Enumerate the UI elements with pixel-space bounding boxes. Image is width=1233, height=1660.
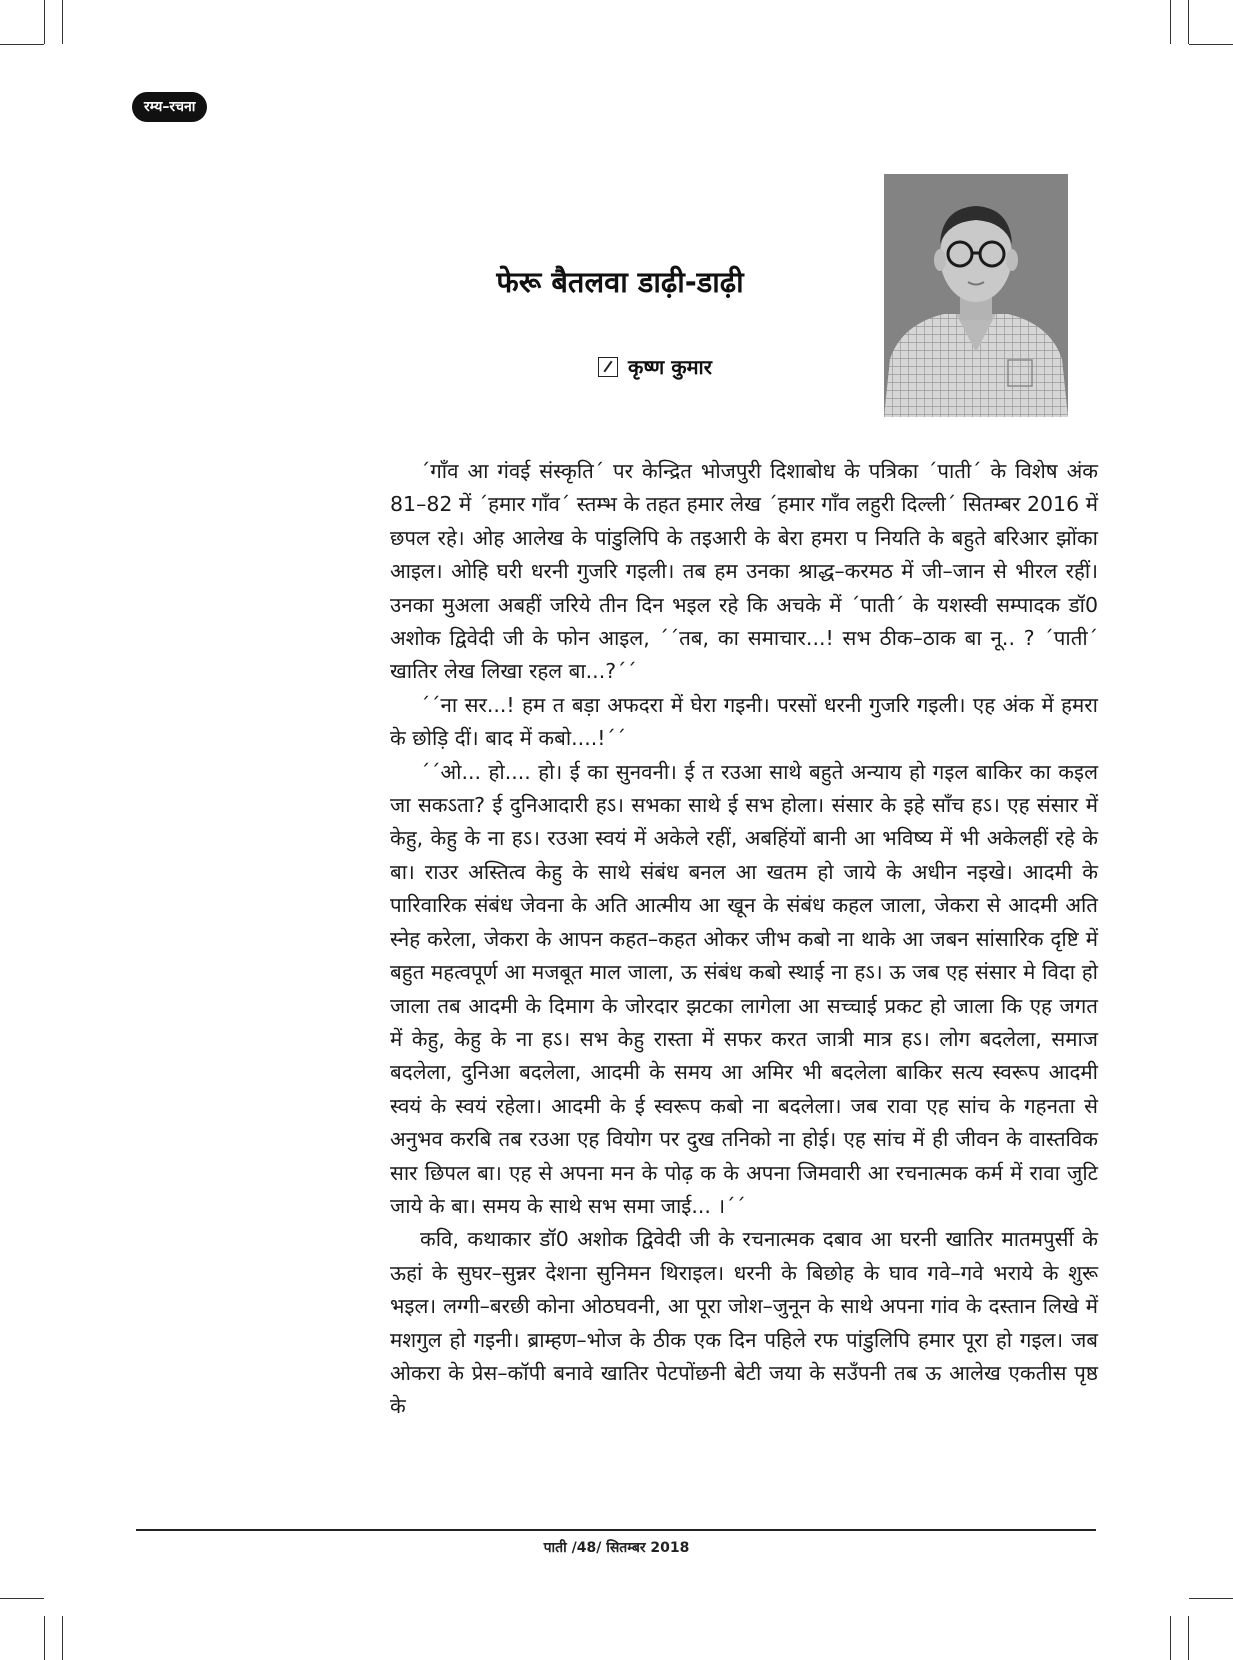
crop-mark [1188, 0, 1189, 44]
crop-mark [1188, 1616, 1189, 1660]
crop-mark [1189, 1598, 1233, 1599]
crop-mark [0, 44, 44, 45]
crop-mark [62, 0, 63, 44]
crop-mark [1170, 1616, 1171, 1660]
byline [598, 353, 712, 380]
footer-divider [136, 1529, 1096, 1531]
crop-mark [0, 1598, 44, 1599]
crop-mark [1189, 44, 1233, 45]
article-body [390, 455, 1098, 1424]
paragraph: कवि, कथाकार डॉ0 अशोक द्विवेदी जी के रचनात्मक दबाव आ घरनी खातिर मातमपुर्सी के ऊहां के सुघर–सुन्नर देशना सुनिमन थिराइल। धरनी के बिछोह के घाव गवे–गवे भराये के शुरू भइल। लग्गी–बरछी कोना ओठघवनी, आ पूरा जोश–जुनून के साथे अपना गांव के दस्तान लिखे में मशगुल हो गइनी। ब्राम्हण–भोज के ठीक एक दिन पहिले रफ पांडुलिपि हमार पूरा हो गइल। जब ओकरा के प्रेस–कॉपी बनावे खातिर पेटपोंछनी बेटी जया के सउँपनी तब ऊ आलेख एकतीस पृष्ठ के [390, 1227, 1098, 1419]
article-title: फेरू बैतलवा डाढ़ी-डाढ़ी [496, 265, 744, 299]
author-photo [884, 174, 1068, 417]
section-tag: रम्य–रचना [132, 92, 207, 122]
crop-mark [44, 1616, 45, 1660]
paragraph: ´´ओ... हो.... हो। ई का सुनवनी। ई त रउआ साथे बहुते अन्याय हो गइल बाकिर का कइल जा सकऽता? ई दुनिआदारी हऽ। सभका साथे ई सभ होला। संसार के इहे साँच हऽ। एह संसार में केहु, केहु के ना हऽ। रउआ स्वयं में अकेले रहीं, अबहिंयों बानी आ भविष्य में भी अकेलहीं रहे के बा। राउर अस्तित्व केहु के साथे संबंध बनल आ खतम हो जाये के अधीन नइखे। आदमी के पारिवारिक संबंध जेवना के अति आत्मीय आ खून के संबंध कहल जाला, जेकरा से आदमी अति स्नेह करेला, जेकरा के आपन कहत–कहत ओकर जीभ कबो ना थाके आ जबन सांसारिक दृष्टि में बहुत महत्वपूर्ण आ मजबूत माल जाला, ऊ संबंध कबो स्थाई ना हऽ। ऊ जब एह संसार मे विदा हो जाला तब आदमी के दिमाग के जोरदार झटका लागेला आ सच्चाई प्रकट हो जाला कि एह जगत में केहु, केहु के ना हऽ। सभ केहु रास्ता में सफर करत जात्री मात्र हऽ। लोग बदलेला, समाज बदलेला, दुनिआ बदलेला, आदमी के समय आ अमिर भी बदलेला बाकिर सत्य स्वरूप आदमी स्वयं के स्वयं रहेला। आदमी के ई स्वरूप कबो ना बदलेला। जब रावा एह सांच के गहनता से अनुभव करबि तब रउआ एह वियोग पर दुख तनिको ना होई। एह सांच में ही जीवन के वास्तविक सार छिपल बा। एह से अपना मन के पोढ़ क के अपना जिमवारी आ रचनात्मक कर्म में रावा जुटि जाये के बा। समय के साथे सभ समा जाई... ।´´ [390, 759, 1098, 1218]
author-name: कृष्ण कुमार [628, 355, 712, 379]
paragraph: ´´ना सर...! हम त बड़ा अफदरा में घेरा गइनी। परसों धरनी गुजरि गइली। एह अंक में हमरा के छोड़ि दीं। बाद में कबो....!´´ [390, 692, 1098, 751]
page-footer: पाती /48/ सितम्बर 2018 [543, 1540, 690, 1556]
author-photo-illustration [884, 174, 1068, 417]
crop-mark [44, 0, 45, 44]
pen-icon [598, 357, 618, 377]
crop-mark [1170, 0, 1171, 44]
paragraph: ´गाँव आ गंवई संस्कृति´ पर केन्द्रित भोजपुरी दिशाबोध के पत्रिका ´पाती´ के विशेष अंक 81–82 में ´हमार गाँव´ स्तम्भ के तहत हमार लेख ´हमार गाँव लहुरी दिल्ली´ सितम्बर 2016 में छपल रहे। ओह आलेख के पांडुलिपि के तइआरी के बेरा हमरा प नियति के बहुते बरिआर झोंका आइल। ओहि घरी धरनी गुजरि गइली। तब हम उनका श्राद्ध–करमठ में जी–जान से भीरल रहीं। उनका मुअला अबहीं जरिये तीन दिन भइल रहे कि अचके में ´पाती´ के यशस्वी सम्पादक डॉ0 अशोक द्विवेदी जी के फोन आइल, ´´तब, का समाचार...! सभ ठीक–ठाक बा नू.. ? ´पाती´ खातिर लेख लिखा रहल बा...?´´ [390, 459, 1098, 684]
crop-mark [62, 1616, 63, 1660]
